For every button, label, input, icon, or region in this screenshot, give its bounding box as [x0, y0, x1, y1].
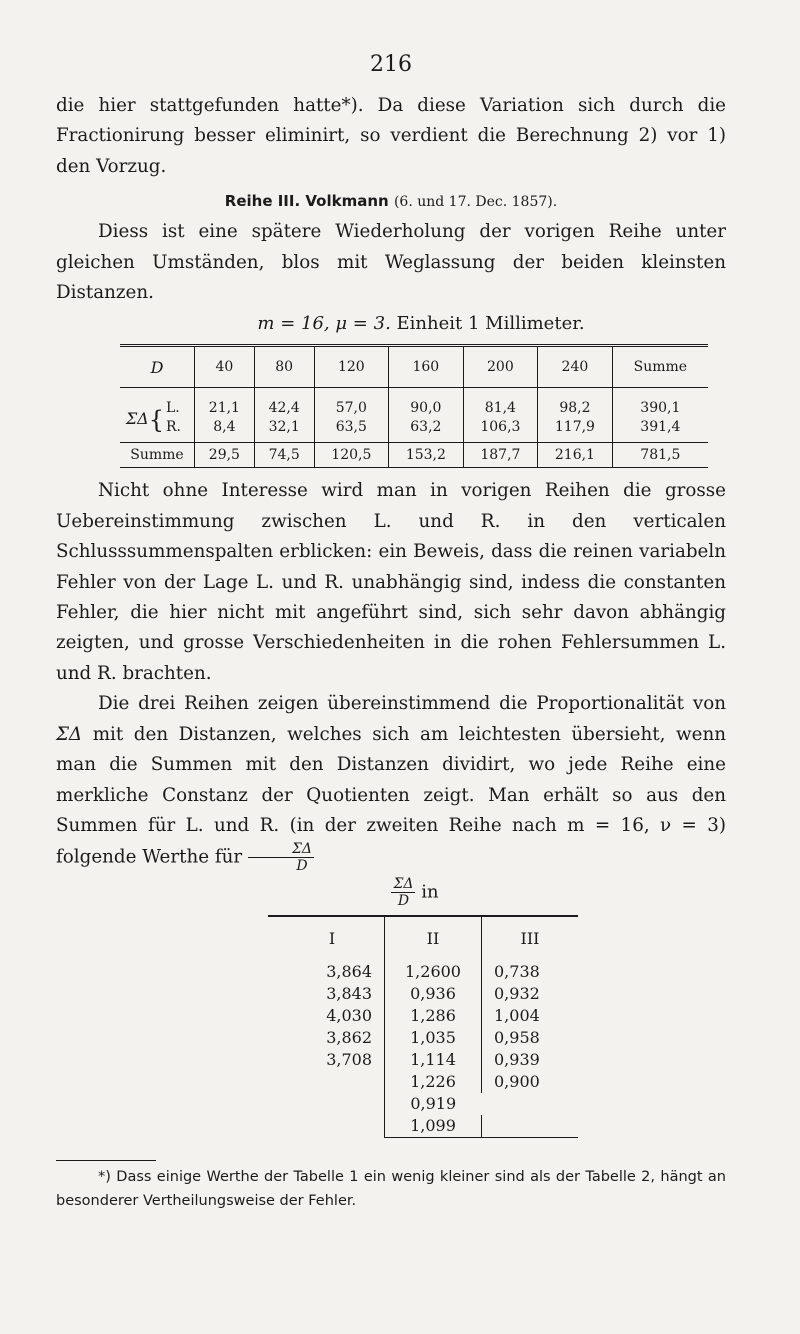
- table-row: 3,864 1,2600 0,738: [268, 961, 578, 983]
- table-cell: 63,2: [389, 417, 464, 443]
- table-cell: 74,5: [254, 443, 314, 468]
- centered-fraction: $\frac{\Sigma\Delta}{D}$ in: [393, 876, 439, 910]
- table1-header-cell: 120: [314, 346, 389, 388]
- table-cell: 8,4: [195, 417, 255, 443]
- table1-header-cell: 160: [389, 346, 464, 388]
- footnote-rule: [56, 1160, 156, 1161]
- table-cell: 106,3: [463, 417, 538, 443]
- table-cell: 216,1: [538, 443, 613, 468]
- table-row: [120, 417, 708, 443]
- table-row: 3,708 1,114 0,939: [268, 1049, 578, 1071]
- table2-header-row: [268, 916, 578, 961]
- heading-date: (6. und 17. Dec. 1857).: [393, 194, 558, 211]
- sigma-delta-inline: ΣΔ: [56, 723, 83, 745]
- table-cell: 781,5: [612, 443, 708, 468]
- row-label: L.: [166, 399, 180, 416]
- table-cell: 187,7: [463, 443, 538, 468]
- table2-header-cell: I: [268, 916, 385, 961]
- table-cell: 90,0: [389, 388, 464, 418]
- table-cell: 390,1: [612, 388, 708, 418]
- section-heading: [56, 188, 726, 215]
- table-cell: 120,5: [314, 443, 389, 468]
- heading-title: Reihe III. Volkmann: [224, 192, 389, 211]
- param-mu: μ = 3.: [335, 313, 391, 335]
- table1-sum-row: [120, 443, 708, 468]
- table-cell: 117,9: [538, 417, 613, 443]
- table-cell: 21,1: [195, 388, 255, 418]
- table-cell: 42,4: [254, 388, 314, 418]
- table2-header-cell: III: [482, 916, 579, 961]
- table-row: 4,030 1,286 1,004: [268, 1005, 578, 1027]
- page: [56, 52, 726, 1213]
- table-cell: 57,0: [314, 388, 389, 418]
- fraction-inline: $\frac{\Sigma\Delta}{D}$: [248, 841, 314, 874]
- table-cell: 153,2: [389, 443, 464, 468]
- sum-label: Summe: [120, 443, 195, 468]
- footnote: *) Dass einige Werthe der Tabelle 1 ein wenig kleiner sind als der Tabelle 2, hängt an besonderer Vertheilungsweise der Fehler.: [56, 1169, 726, 1210]
- param-unit: Einheit 1 Millimeter.: [396, 313, 585, 335]
- table-cell: 29,5: [195, 443, 255, 468]
- paragraph-3: Nicht ohne Interesse wird man in vorigen Reihen die grosse Uebereinstimmung zwischen L. und R. in den verticalen Schlusssummenspalten erblicken: ein Beweis, dass die reinen variabeln Fehler von der Lage L. und R. unabhängig sind, indess die constanten Fehler, die hier nicht mit angeführt sind, sich sehr davon abhängig zeigten, und grosse Verschiedenheiten in die rohen Fehlersummen L. und R. brachten.: [56, 480, 726, 684]
- table-cell: 391,4: [612, 417, 708, 443]
- param-m: m = 16,: [257, 313, 330, 335]
- table-cell: 98,2: [538, 388, 613, 418]
- table-cell: 81,4: [463, 388, 538, 418]
- table-cell: 32,1: [254, 417, 314, 443]
- table1-header-row: [120, 346, 708, 388]
- table-cell: 63,5: [314, 417, 389, 443]
- table1-header-cell: D: [120, 346, 195, 388]
- table2-header-cell: II: [385, 916, 482, 961]
- table-row: 1,226 0,900: [268, 1071, 578, 1093]
- table-row: 3,862 1,035 0,958: [268, 1027, 578, 1049]
- table-row: 3,843 0,936 0,932: [268, 983, 578, 1005]
- quotient-table: [268, 915, 578, 1138]
- parameters-line: [116, 310, 726, 338]
- table-row: [120, 388, 708, 418]
- table-reihe-iii: [120, 344, 708, 468]
- sigma-delta-label: ΣΔ{: [125, 406, 164, 435]
- table1-header-cell: 240: [538, 346, 613, 388]
- row-label: R.: [166, 418, 181, 435]
- table1-header-cell: 80: [254, 346, 314, 388]
- page-number: 216: [370, 52, 412, 77]
- paragraph-4: Die drei Reihen zeigen übereinstimmend die Proportionalität von ΣΔ mit den Distanzen, welches sich am leichtesten übersieht, wenn man die Summen mit den Distanzen dividirt, wo jede Reihe eine merkliche Constanz der Quotienten zeigt. Man erhält so aus den Summen für L. und R. (in der zweiten Reihe nach m = 16, ν = 3) folgende Werthe für $\frac{\Sigma\Delta}{D}$: [56, 693, 726, 875]
- table-row: 0,919: [268, 1093, 578, 1115]
- table-row: 1,099: [268, 1115, 578, 1138]
- table1-header-cell: 200: [463, 346, 538, 388]
- paragraph-2: Diess ist eine spätere Wiederholung der vorigen Reihe unter gleichen Umständen, blos mit Weglassung der beiden kleinsten Distanzen.: [56, 221, 726, 304]
- paragraph-1: die hier stattgefunden hatte*). Da diese Variation sich durch die Fractionirung besser eliminirt, so verdient die Berechnung 2) vor 1) den Vorzug.: [56, 95, 726, 177]
- table1-header-cell: Summe: [612, 346, 708, 388]
- table1-header-cell: 40: [195, 346, 255, 388]
